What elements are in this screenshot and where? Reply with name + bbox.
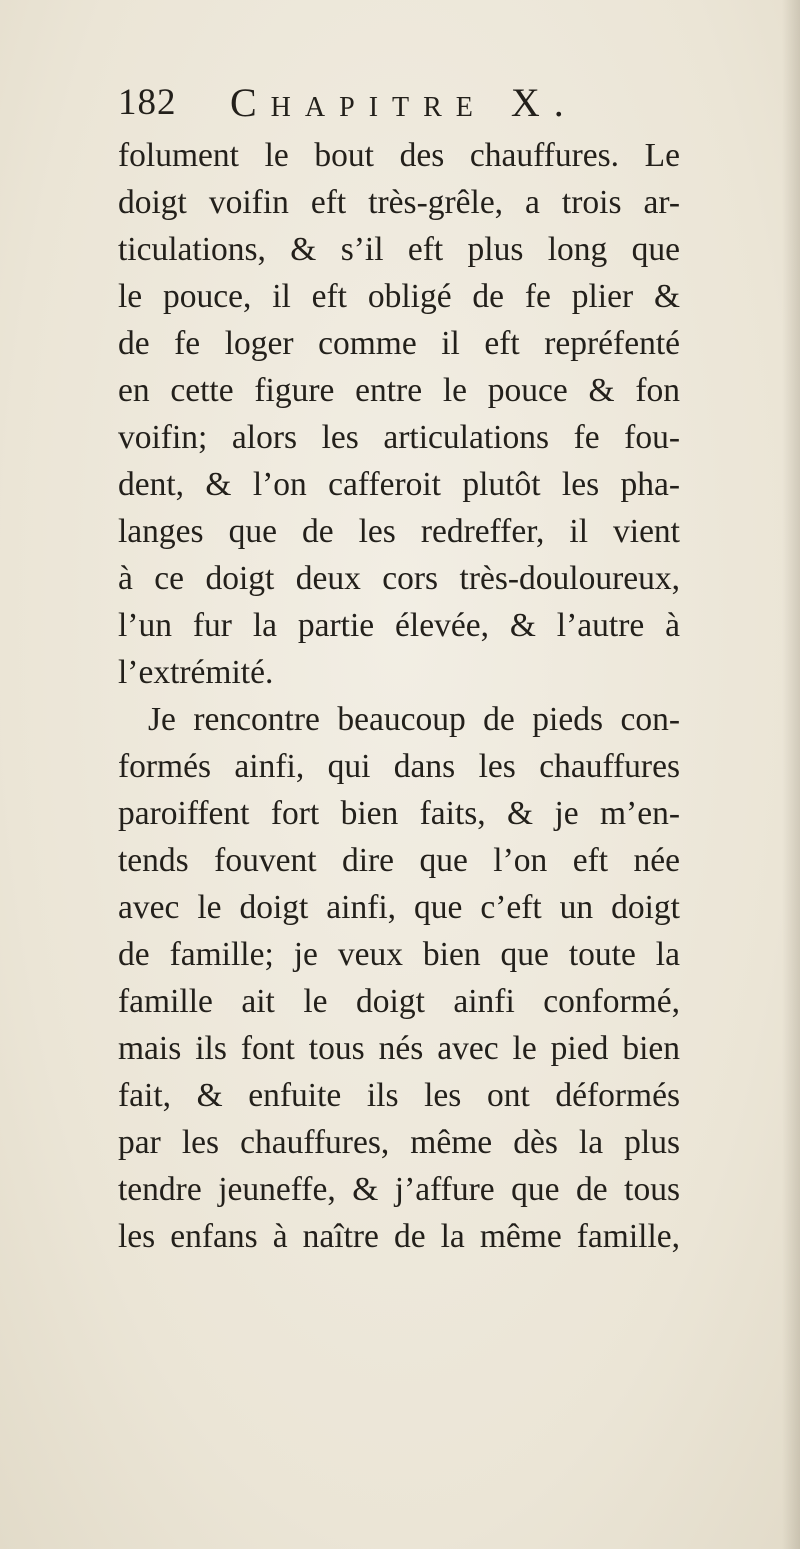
text-line: le pouce, il eft obligé de fe plier & <box>118 278 680 315</box>
text-line: avec le doigt ainfi, que c’eft un doigt <box>118 889 680 926</box>
text-line: paroiffent fort bien faits, & je m’en- <box>118 795 680 832</box>
text-line: langes que de les redreffer, il vient <box>118 513 680 550</box>
text-line: de fe loger comme il eft repréfenté <box>118 325 680 362</box>
text-line: de famille; je veux bien que toute la <box>118 936 680 973</box>
text-line: tends fouvent dire que l’on eft née <box>118 842 680 879</box>
text-line: par les chauffures, même dès la plus <box>118 1124 680 1161</box>
paragraph-start-line: Je rencontre beaucoup de pieds con- <box>148 701 680 738</box>
text-line: doigt voifin eft très-grêle, a trois ar- <box>118 184 680 221</box>
text-line: en cette figure entre le pouce & fon <box>118 372 680 409</box>
text-line: l’un fur la partie élevée, & l’autre à <box>118 607 680 644</box>
page-number: 182 <box>118 82 177 123</box>
text-line: dent, & l’on cafferoit plutôt les pha- <box>118 466 680 503</box>
text-line: ticulations, & s’il eft plus long que <box>118 231 680 268</box>
text-line: fait, & enfuite ils les ont déformés <box>118 1077 680 1114</box>
text-line: tendre jeuneffe, & j’affure que de tous <box>118 1171 680 1208</box>
body-text <box>118 132 680 1260</box>
text-line: folument le bout des chauffures. Le <box>118 137 680 174</box>
chapter-title: Chapitre X. <box>230 80 578 125</box>
paragraph-end-line: l’extrémité. <box>118 654 274 691</box>
text-line: formés ainfi, qui dans les chauffures <box>118 748 680 785</box>
text-line: famille ait le doigt ainfi conformé, <box>118 983 680 1020</box>
running-header <box>118 78 678 128</box>
text-line: à ce doigt deux cors très-douloureux, <box>118 560 680 597</box>
text-line: mais ils font tous nés avec le pied bien <box>118 1030 680 1067</box>
text-line: les enfans à naître de la même famille, <box>118 1218 680 1255</box>
page-edge-shadow <box>782 0 800 1549</box>
text-line: voifin; alors les articulations fe fou- <box>118 419 680 456</box>
